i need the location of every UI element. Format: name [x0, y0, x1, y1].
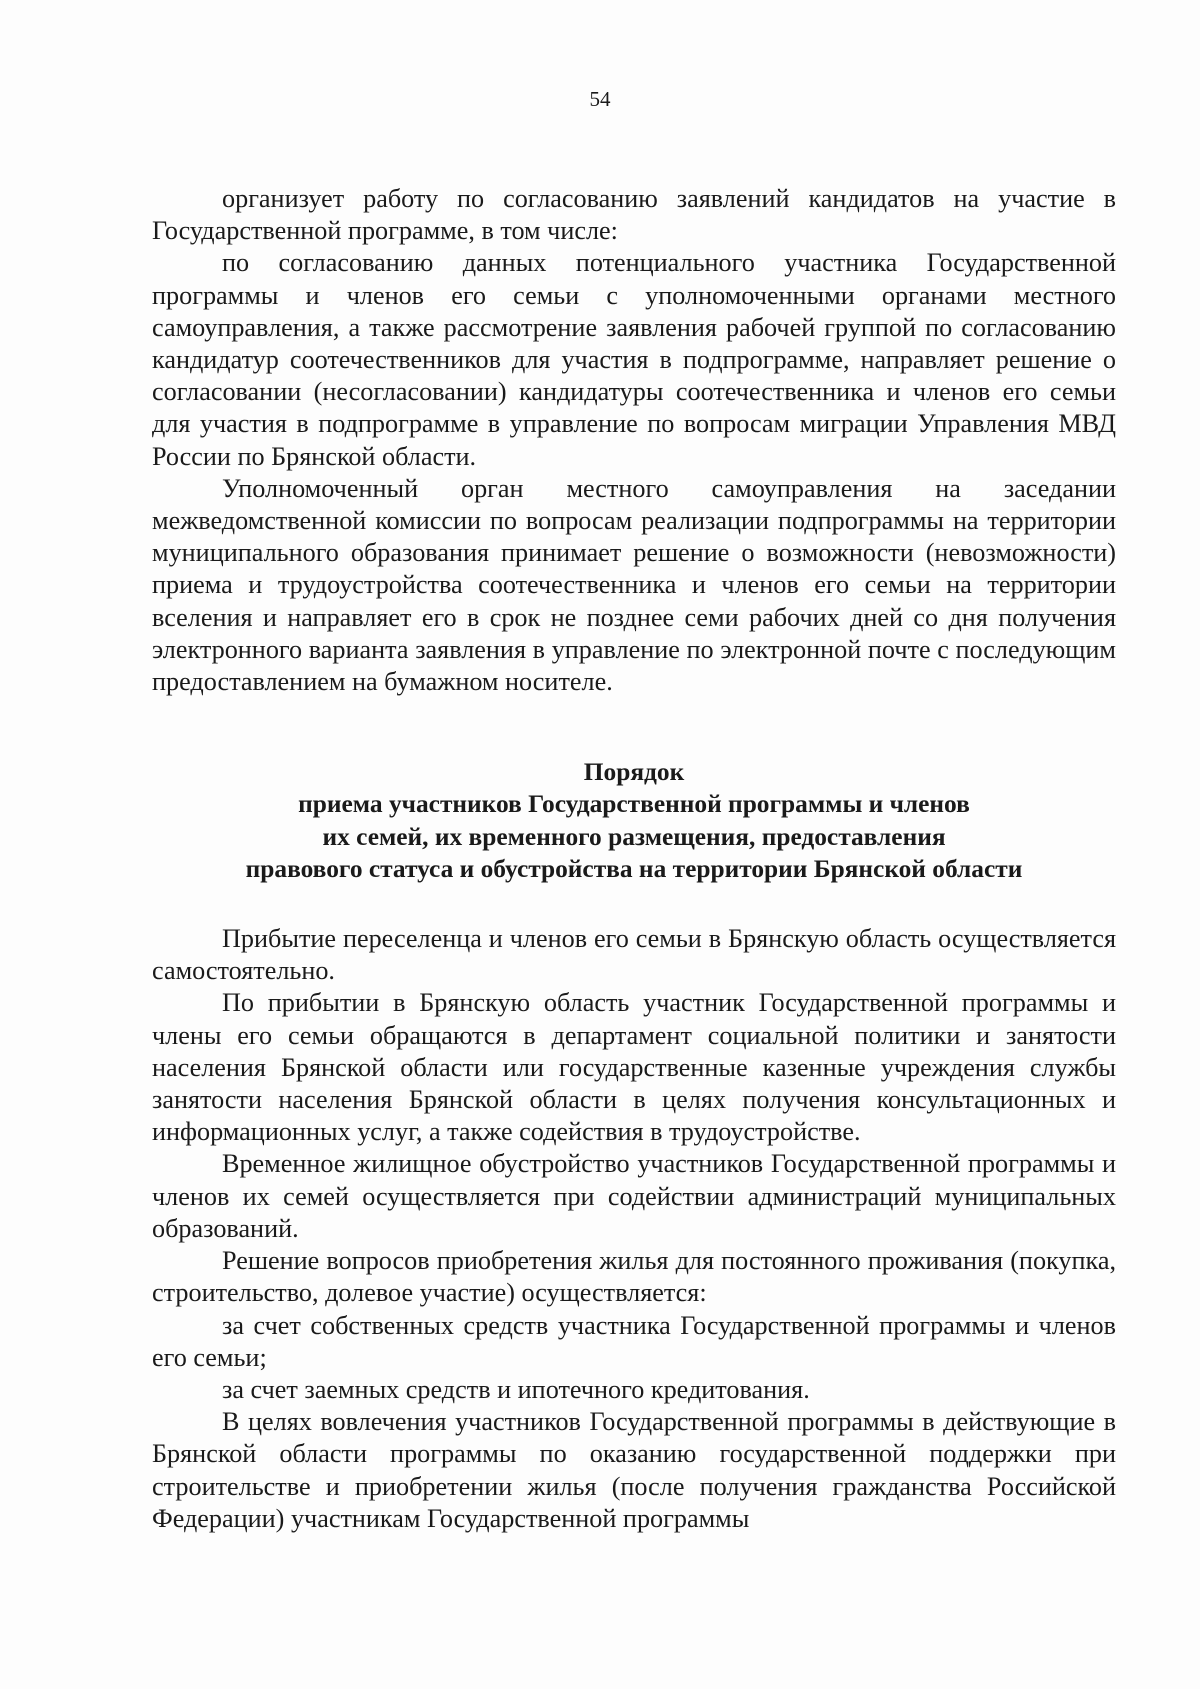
paragraph: Временное жилищное обустройство участников Государственной программы и членов их семей осуществляется при содействии администраций муниципальных образований.	[152, 1149, 1116, 1243]
paragraph: по согласованию данных потенциального участника Государственной программы и членов его семьи с уполномоченными органами местного самоуправления, а также рассмотрение заявления рабочей группой по согласованию кандидатур соотечественников для участия в подпрограмме, направляет решение о согласовании (несогласовании) кандидатуры соотечественника и членов его семьи для участия в подпрограмме в управление по вопросам миграции Управления МВД России по Брянской области.	[152, 248, 1116, 471]
document-body	[152, 183, 1116, 1535]
heading-line: приема участников Государственной программы и членов	[298, 790, 970, 819]
heading-line: их семей, их временного размещения, предоставления	[322, 822, 946, 851]
section-approval-procedure	[152, 183, 1116, 698]
paragraph: Прибытие переселенца и членов его семьи в Брянскую область осуществляется самостоятельно.	[152, 924, 1116, 986]
paragraph: По прибытии в Брянскую область участник Государственной программы и члены его семьи обращаются в департамент социальной политики и занятости населения Брянской области или государственные казенные учреждения службы занятости населения Брянской области в целях получения консультационных и информационных услуг, а также содействия в трудоустройстве.	[152, 988, 1116, 1147]
paragraph: организует работу по согласованию заявлений кандидатов на участие в Государственной программе, в том числе:	[152, 184, 1116, 246]
section-reception-procedure	[152, 923, 1116, 1535]
paragraph: Решение вопросов приобретения жилья для постоянного проживания (покупка, строительство, долевое участие) осуществляется:	[152, 1246, 1116, 1308]
section-heading	[152, 756, 1116, 885]
heading-line: правового статуса и обустройства на территории Брянской области	[245, 854, 1023, 883]
paragraph: В целях вовлечения участников Государственной программы в действующие в Брянской области программы по оказанию государственной поддержки при строительстве и приобретении жилья (после получения гражданства Российской Федерации) участникам Государственной программы	[152, 1407, 1116, 1533]
heading-title: Порядок	[583, 758, 685, 787]
paragraph: за счет собственных средств участника Государственной программы и членов его семьи;	[152, 1310, 1116, 1372]
paragraph: за счет заемных средств и ипотечного кредитования.	[222, 1374, 810, 1404]
paragraph: Уполномоченный орган местного самоуправления на заседании межведомственной комиссии по вопросам реализации подпрограммы на территории муниципального образования принимает решение о возможности (невозможности) приема и трудоустройства соотечественника и членов его семьи на территории вселения и направляет его в срок не позднее семи рабочих дней со дня получения электронного варианта заявления в управление по электронной почте с последующим предоставлением на бумажном носителе.	[152, 473, 1116, 697]
page-number: 54	[589, 87, 611, 111]
